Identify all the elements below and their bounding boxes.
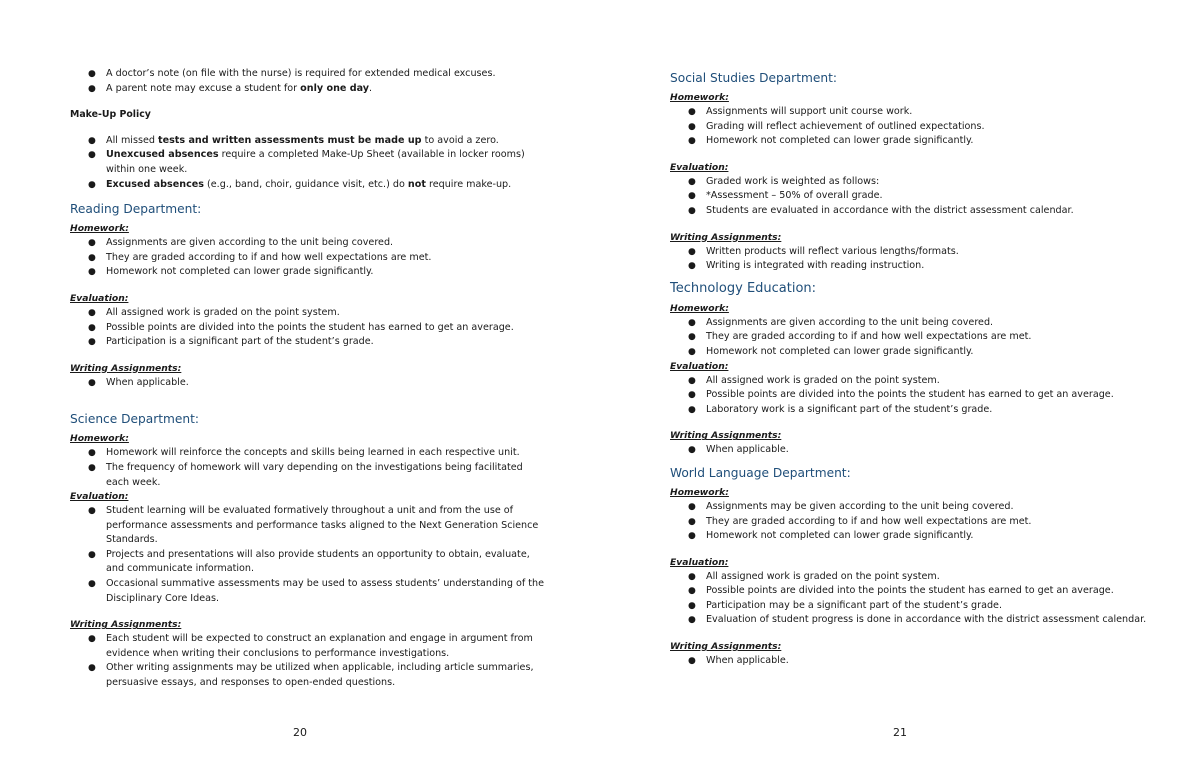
social-writing-label: Writing Assignments: xyxy=(670,231,782,243)
list-item: ● They are graded according to if and how well expectations are met. xyxy=(670,330,1140,345)
bullet-icon: ● xyxy=(88,634,96,645)
bullet-icon: ● xyxy=(88,337,96,348)
reading-writing-list xyxy=(70,376,540,391)
bullet-icon: ● xyxy=(688,205,696,216)
list-item: ● Possible points are divided into the points the student has earned to get an average. xyxy=(670,584,1140,599)
list-item: ● Writing is integrated with reading instruction. xyxy=(670,259,1140,274)
bullet-icon: ● xyxy=(688,656,696,667)
bullet-icon: ● xyxy=(88,579,96,590)
bullet-icon: ● xyxy=(88,307,96,318)
reading-evaluation-label: Evaluation: xyxy=(70,292,129,304)
list-item: ● Written products will reflect various lengths/formats. xyxy=(670,245,1140,260)
list-item: ● Occasional summative assessments may be used to assess students’ understanding of the Disciplinary Core Ideas. xyxy=(88,578,545,604)
science-homework-list xyxy=(70,446,540,490)
world-language-homework-list xyxy=(670,500,1140,544)
technology-writing-label: Writing Assignments: xyxy=(670,430,782,442)
list-item: ● Participation is a significant part of the student’s grade. xyxy=(70,335,540,350)
reading-evaluation-list xyxy=(70,306,540,350)
world-language-department-title: World Language Department: xyxy=(670,465,851,480)
bullet-icon: ● xyxy=(88,83,96,94)
science-department-title: Science Department: xyxy=(70,412,199,427)
reading-writing-label: Writing Assignments: xyxy=(70,362,182,374)
list-item: ● Assignments will support unit course work. xyxy=(670,105,1140,120)
list-item: ● They are graded according to if and how well expectations are met. xyxy=(670,515,1140,530)
list-item: ● They are graded according to if and how well expectations are met. xyxy=(70,251,540,266)
world-language-evaluation-label: Evaluation: xyxy=(670,556,729,568)
bullet-icon: ● xyxy=(688,332,696,343)
list-item: ● Possible points are divided into the points the student has earned to get an average. xyxy=(70,321,540,336)
bullet-icon: ● xyxy=(88,238,96,249)
list-item: ● Student learning will be evaluated formatively throughout a unit and from the use of performance assessments and performance tasks aligned to the Next Generation Science Standards. xyxy=(88,505,539,546)
list-item: ● Participation may be a significant part of the student’s grade. xyxy=(670,599,1140,614)
list-item: ● Grading will reflect achievement of outlined expectations. xyxy=(670,120,1140,135)
list-item: ● All missed tests and written assessments must be made up to avoid a zero. xyxy=(70,134,540,149)
technology-evaluation-label: Evaluation: xyxy=(670,360,729,372)
bullet-icon: ● xyxy=(88,179,96,190)
world-language-homework-label: Homework: xyxy=(670,486,729,498)
bullet-icon: ● xyxy=(688,501,696,512)
list-item: ● *Assessment – 50% of overall grade. xyxy=(670,189,1140,204)
world-language-writing-label: Writing Assignments: xyxy=(670,641,782,653)
technology-homework-label: Homework: xyxy=(670,302,729,314)
technology-writing-list xyxy=(670,443,1140,458)
list-item: ● When applicable. xyxy=(670,654,1140,669)
list-item: ● Other writing assignments may be utilized when applicable, including article summaries, persuasive essays, and responses to open-ended questions. xyxy=(88,662,534,689)
list-item: ● Evaluation of student progress is done in accordance with the district assessment calendar. xyxy=(670,613,1186,628)
technology-education-title: Technology Education: xyxy=(670,280,817,296)
bullet-icon: ● xyxy=(688,136,696,147)
bullet-icon: ● xyxy=(88,549,96,560)
bullet-icon: ● xyxy=(688,176,696,187)
list-item: ● Homework will reinforce the concepts and skills being learned in each respective unit. xyxy=(70,446,540,461)
page-number: 20 xyxy=(293,726,307,739)
list-item: ● Homework not completed can lower grade significantly. xyxy=(670,529,1140,544)
intro-bullet-list xyxy=(70,67,540,96)
bullet-icon: ● xyxy=(688,531,696,542)
bullet-icon: ● xyxy=(688,107,696,117)
makeup-bullet-list xyxy=(70,134,540,192)
list-item: ● All assigned work is graded on the point system. xyxy=(670,374,1140,389)
list-item: ● Assignments are given according to the unit being covered. xyxy=(70,236,540,251)
page-21-content xyxy=(670,69,1147,669)
social-evaluation-list xyxy=(670,175,1140,219)
bullet-icon: ● xyxy=(688,246,696,257)
bullet-icon: ● xyxy=(88,322,96,333)
makeup-policy-heading: Make-Up Policy xyxy=(70,109,151,121)
bullet-icon: ● xyxy=(688,121,696,132)
bullet-icon: ● xyxy=(688,615,696,626)
reading-homework-list xyxy=(70,236,540,280)
technology-homework-list xyxy=(670,316,1140,360)
bullet-icon: ● xyxy=(88,448,96,459)
bullet-icon: ● xyxy=(88,267,96,278)
list-item: ● Students are evaluated in accordance with the district assessment calendar. xyxy=(670,204,1140,219)
page-21 xyxy=(600,0,1200,776)
list-item: ● Unexcused absences require a completed Make-Up Sheet (available in locker rooms) within one week. xyxy=(88,149,525,175)
bullet-icon: ● xyxy=(88,663,96,674)
list-item: ● Possible points are divided into the points the student has earned to get an average. xyxy=(670,388,1140,403)
technology-evaluation-list xyxy=(670,374,1140,418)
bullet-icon: ● xyxy=(688,261,696,272)
social-homework-label: Homework: xyxy=(670,92,729,103)
bullet-icon: ● xyxy=(688,571,696,582)
social-studies-department-title: Social Studies Department: xyxy=(670,71,837,85)
bullet-icon: ● xyxy=(88,462,96,473)
list-item: ● Each student will be expected to construct an explanation and engage in argument from evidence when writing their conclusions to performance investigations. xyxy=(88,633,533,659)
science-writing-list xyxy=(70,632,540,690)
list-item: ● Assignments may be given according to the unit being covered. xyxy=(670,500,1140,515)
bullet-icon: ● xyxy=(88,69,96,79)
bullet-icon: ● xyxy=(688,191,696,202)
science-evaluation-label: Evaluation: xyxy=(70,491,129,503)
science-writing-label: Writing Assignments: xyxy=(70,619,182,631)
list-item: ● When applicable. xyxy=(70,376,540,391)
world-language-evaluation-list xyxy=(670,570,1147,628)
page-20-content xyxy=(70,67,545,691)
list-item: ● A parent note may excuse a student for only one day. xyxy=(70,82,540,97)
world-language-writing-list xyxy=(670,654,1140,669)
reading-department-title: Reading Department: xyxy=(70,202,202,217)
bullet-icon: ● xyxy=(88,135,96,146)
social-evaluation-label: Evaluation: xyxy=(670,161,729,173)
bullet-icon: ● xyxy=(688,600,696,611)
reading-homework-label: Homework: xyxy=(70,223,129,235)
list-item: ● Projects and presentations will also provide students an opportunity to obtain, evaluate, and communicate information. xyxy=(88,548,530,575)
list-item: ● Assignments are given according to the unit being covered. xyxy=(670,316,1140,331)
bullet-icon: ● xyxy=(688,317,696,328)
list-item: ● Homework not completed can lower grade significantly. xyxy=(70,265,540,280)
list-item: ● All assigned work is graded on the point system. xyxy=(670,570,1140,585)
list-item: ● Graded work is weighted as follows: xyxy=(670,175,1140,190)
list-item: ● Homework not completed can lower grade significantly. xyxy=(670,345,1140,360)
science-homework-label: Homework: xyxy=(70,433,129,445)
social-writing-list xyxy=(670,245,1140,274)
bullet-icon: ● xyxy=(688,445,696,456)
bullet-icon: ● xyxy=(688,404,696,415)
bullet-icon: ● xyxy=(88,150,96,161)
social-homework-list xyxy=(670,105,1140,149)
science-evaluation-list xyxy=(70,504,545,606)
bullet-icon: ● xyxy=(688,390,696,401)
bullet-icon: ● xyxy=(688,516,696,527)
bullet-icon: ● xyxy=(88,506,96,517)
list-item: ● The frequency of homework will vary depending on the investigations being facilitated each week. xyxy=(88,461,523,488)
bullet-icon: ● xyxy=(688,346,696,357)
bullet-icon: ● xyxy=(88,377,96,388)
page-number: 21 xyxy=(893,726,907,739)
list-item: ● Excused absences (e.g., band, choir, guidance visit, etc.) do not require make-up. xyxy=(70,178,540,193)
bullet-icon: ● xyxy=(88,252,96,263)
list-item: ● Homework not completed can lower grade significantly. xyxy=(670,134,1140,149)
list-item: ● All assigned work is graded on the point system. xyxy=(70,306,540,321)
list-item: ● A doctor’s note (on file with the nurse) is required for extended medical excuses. xyxy=(70,67,540,82)
list-item: ● When applicable. xyxy=(670,443,1140,458)
bullet-icon: ● xyxy=(688,586,696,597)
bullet-icon: ● xyxy=(688,375,696,386)
list-item: ● Laboratory work is a significant part of the student’s grade. xyxy=(670,403,1140,418)
